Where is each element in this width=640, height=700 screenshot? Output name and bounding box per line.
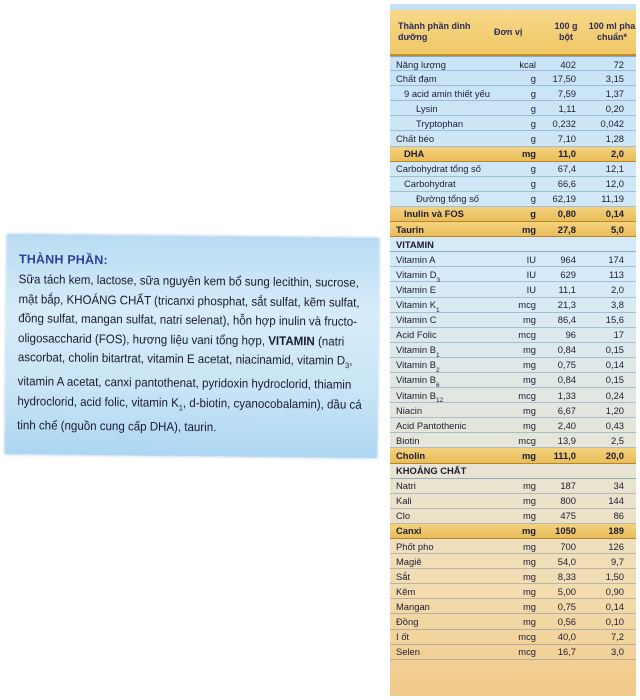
nutrient-name-text: Chất đạm — [396, 72, 437, 84]
header-name: Thành phần dinh dưỡng — [398, 21, 471, 42]
value-per-100g: 54,0 — [557, 555, 576, 567]
nutrient-name-text: 9 acid amin thiết yếu — [404, 87, 490, 99]
value-per-100ml: 0,14 — [605, 359, 624, 371]
table-row — [390, 464, 636, 479]
value-per-100ml: 1,50 — [605, 570, 624, 582]
nutrient-unit: mg — [521, 449, 536, 461]
nutrient-unit: mcg — [518, 329, 536, 341]
nutrient-name — [404, 208, 464, 219]
value-per-100ml: 12,0 — [605, 178, 624, 190]
nutrient-unit: g — [530, 72, 536, 84]
value-per-100g: 17,50 — [552, 72, 576, 84]
value-per-100ml: 1,28 — [605, 132, 624, 144]
nutrient-name-text: Canxi — [396, 525, 422, 537]
nutrient-unit: mg — [522, 480, 536, 492]
nutrient-name — [396, 224, 424, 235]
nutrient-name — [396, 390, 443, 404]
nutrient-name-text: Biotin — [396, 434, 420, 446]
nutrient-unit: g — [530, 117, 536, 129]
nutrient-unit: mg — [522, 540, 536, 552]
nutrient-unit: g — [530, 87, 536, 99]
value-per-100ml: 72 — [613, 58, 624, 70]
value-per-100ml: 1,37 — [605, 87, 624, 99]
nutrient-unit: mg — [522, 419, 536, 431]
nutrient-name — [416, 118, 463, 129]
nutrient-name — [396, 571, 410, 582]
value-per-100g: 8,33 — [557, 570, 576, 582]
nutrient-name — [396, 435, 419, 446]
nutrient-name-text: Lysin — [416, 102, 438, 114]
value-per-100ml: 0,90 — [605, 585, 624, 597]
table-row — [390, 630, 636, 645]
value-per-100ml: 0,14 — [605, 600, 624, 612]
value-per-100ml: 17 — [613, 329, 624, 341]
value-per-100ml: 0,042 — [600, 117, 624, 129]
value-per-100g: 964 — [560, 253, 576, 265]
table-row — [390, 116, 636, 131]
nutrient-name — [416, 193, 479, 204]
value-per-100ml: 0,24 — [605, 389, 624, 401]
nutrient-name — [396, 601, 430, 612]
value-per-100ml: 12,1 — [605, 163, 624, 175]
nutrient-name-text: I ốt — [396, 631, 410, 643]
value-per-100ml: 86 — [613, 510, 624, 522]
value-per-100g: 1050 — [555, 525, 576, 537]
value-per-100ml: 7,2 — [610, 631, 624, 643]
header-per-100ml: 100 ml pha chuẩn* — [588, 21, 636, 42]
nutrient-name-text: Sắt — [396, 570, 411, 582]
nutrient-name-text: Taurin — [396, 223, 424, 235]
value-per-100ml: 0,43 — [605, 419, 624, 431]
nutrient-name — [396, 239, 434, 250]
nutrient-name — [396, 133, 434, 144]
nutrient-name — [396, 480, 416, 491]
table-row — [390, 207, 636, 222]
table-row — [390, 192, 636, 207]
nutrient-unit: mcg — [518, 299, 536, 310]
ingredients-part-1: Sữa tách kem, lactose, sữa nguyên kem bổ sung lecithin, sucrose, mật bắp, KHOÁNG CHẤT (tricanxi phosphat, sắt sulfat, kẽm sulfat, đồng sulfat, mangan sulfat, natri selenat), hỗn hợp inulin và fructo-oligosaccharid (FOS), hương liệu vani tổng hợp, — [18, 272, 360, 348]
nutrient-name — [396, 450, 425, 461]
nutrient-name-text: Tryptophan — [416, 117, 464, 129]
nutrient-name-text: Chất béo — [396, 132, 435, 144]
table-row — [390, 358, 636, 373]
table-row — [390, 282, 636, 297]
nutrient-name — [396, 374, 440, 388]
value-per-100ml: 0,10 — [605, 615, 624, 627]
value-per-100g: 6,67 — [557, 404, 576, 416]
nutrient-name-text: KHOÁNG CHẤT — [396, 465, 467, 477]
nutrient-name-text: Vitamin B — [396, 359, 436, 371]
nutrient-name-text: Acid Pantothenic — [396, 419, 467, 431]
nutrient-unit: mg — [522, 344, 536, 356]
nutrient-name-text: Mangan — [396, 600, 430, 612]
value-per-100g: 0,84 — [557, 374, 576, 386]
nutrient-unit: mg — [522, 615, 536, 627]
value-per-100g: 13,9 — [557, 434, 576, 446]
value-per-100g: 7,10 — [557, 132, 576, 144]
nutrient-name-text: Kẽm — [396, 585, 416, 597]
table-row — [390, 343, 636, 358]
nutrition-table — [390, 4, 636, 696]
table-row — [390, 433, 636, 448]
nutrient-name — [404, 148, 424, 159]
value-per-100g: 402 — [560, 58, 576, 70]
ingredients-title: THÀNH PHẦN: — [18, 252, 108, 268]
nutrient-unit: g — [530, 178, 536, 190]
value-per-100ml: 174 — [608, 253, 624, 265]
nutrient-name — [404, 88, 490, 99]
table-row — [390, 313, 636, 328]
table-row — [390, 177, 636, 192]
nutrient-name — [396, 329, 437, 340]
nutrient-name — [404, 178, 456, 189]
nutrient-subscript: 2 — [435, 367, 440, 375]
nutrient-name — [416, 103, 438, 114]
ingredients-sub-3: 3 — [345, 361, 350, 371]
table-row — [390, 298, 636, 313]
value-per-100ml: 5,0 — [610, 223, 624, 235]
nutrient-name-text: Năng lượng — [396, 58, 446, 70]
table-row — [390, 56, 636, 71]
value-per-100g: 0,80 — [557, 208, 576, 220]
nutrient-name — [396, 465, 466, 476]
table-row — [390, 86, 636, 101]
nutrient-name-text: Niacin — [396, 404, 423, 416]
nutrient-unit: IU — [526, 268, 536, 280]
value-per-100g: 62,19 — [552, 193, 576, 205]
nutrient-name-text: Đồng — [396, 615, 419, 627]
ingredients-vitamin-word: VITAMIN — [268, 333, 315, 349]
value-per-100g: 1,11 — [558, 102, 576, 114]
nutrition-table-header — [390, 10, 636, 56]
nutrient-name — [396, 163, 481, 174]
nutrient-name — [396, 631, 409, 642]
nutrient-name — [396, 314, 436, 325]
nutrient-name-text: Vitamin B — [396, 389, 436, 401]
table-row — [390, 267, 636, 282]
nutrient-unit: mcg — [518, 389, 536, 401]
nutrient-name-text: Vitamin B — [396, 344, 436, 356]
table-row — [390, 388, 636, 403]
nutrient-unit: mcg — [518, 646, 536, 658]
table-row — [390, 494, 636, 509]
nutrient-unit: kcal — [519, 58, 536, 70]
value-per-100g: 67,4 — [557, 163, 576, 175]
value-per-100g: 629 — [560, 268, 576, 280]
value-per-100g: 16,7 — [557, 646, 576, 658]
nutrient-name-text: Selen — [396, 646, 420, 658]
nutrient-unit: mg — [522, 600, 536, 612]
value-per-100ml: 34 — [613, 480, 624, 492]
value-per-100g: 0,84 — [557, 344, 576, 356]
table-row — [390, 479, 636, 494]
table-row — [390, 373, 636, 388]
value-per-100ml: 2,5 — [610, 434, 624, 446]
value-per-100g: 11,0 — [558, 148, 576, 160]
nutrient-unit: g — [530, 163, 536, 175]
nutrient-name — [396, 254, 435, 265]
table-row — [390, 448, 636, 463]
nutrient-name — [396, 405, 422, 416]
table-row — [390, 71, 636, 86]
value-per-100g: 0,75 — [557, 359, 576, 371]
nutrient-unit: g — [530, 208, 536, 220]
nutrient-unit: IU — [526, 253, 536, 265]
nutrient-name-text: Đường tổng số — [416, 193, 479, 205]
table-row — [390, 222, 636, 237]
nutrient-name-text: Natri — [396, 480, 416, 492]
value-per-100g: 7,59 — [557, 87, 576, 99]
value-per-100ml: 126 — [608, 540, 624, 552]
nutrient-unit: mg — [522, 495, 536, 507]
nutrient-name — [396, 495, 412, 506]
nutrient-name — [396, 73, 437, 84]
table-row — [390, 569, 636, 584]
nutrient-unit: mcg — [518, 631, 536, 643]
nutrient-name-text: Phốt pho — [396, 540, 434, 552]
table-row — [390, 539, 636, 554]
value-per-100ml: 0,20 — [605, 102, 624, 114]
table-row — [390, 418, 636, 433]
ingredients-text — [17, 270, 372, 439]
nutrient-unit: mg — [522, 314, 536, 326]
nutrient-name — [396, 359, 440, 373]
nutrient-unit: mg — [521, 223, 536, 235]
value-per-100g: 111,0 — [553, 449, 576, 461]
value-per-100ml: 1,20 — [605, 404, 624, 416]
nutrient-name-text: Cholin — [396, 449, 426, 461]
ingredients-sub-1: 1 — [178, 403, 183, 413]
nutrient-subscript: 3 — [436, 276, 441, 284]
table-row — [390, 403, 636, 418]
nutrient-name — [396, 284, 436, 295]
nutrient-subscript: 1 — [435, 352, 440, 360]
value-per-100g: 86,4 — [557, 314, 576, 326]
table-row — [390, 131, 636, 146]
table-row — [390, 584, 636, 599]
value-per-100g: 700 — [560, 540, 576, 552]
table-row — [390, 524, 636, 539]
nutrient-name-text: Vitamin D — [396, 268, 437, 280]
value-per-100ml: 0,15 — [605, 374, 624, 386]
value-per-100g: 66,6 — [557, 178, 576, 190]
nutrient-unit: mg — [522, 359, 536, 371]
ingredients-panel — [5, 234, 379, 458]
table-row — [390, 645, 636, 660]
value-per-100g: 800 — [560, 495, 576, 507]
nutrient-name — [396, 541, 434, 552]
value-per-100g: 27,8 — [557, 223, 576, 235]
value-per-100ml: 113 — [609, 268, 624, 280]
table-row — [390, 554, 636, 569]
nutrient-unit: mg — [522, 555, 536, 567]
value-per-100ml: 9,7 — [610, 555, 624, 567]
nutrient-name-text: Kali — [396, 495, 412, 507]
header-per-100g: 100 g bột — [554, 21, 578, 42]
table-row — [390, 237, 636, 252]
nutrient-name — [396, 646, 420, 657]
nutrient-name — [396, 269, 440, 283]
nutrient-unit: mg — [522, 374, 536, 386]
nutrient-name — [396, 525, 422, 536]
nutrient-unit: mg — [521, 525, 536, 537]
value-per-100g: 40,0 — [557, 631, 576, 643]
value-per-100g: 475 — [560, 510, 576, 522]
value-per-100g: 21,3 — [557, 299, 576, 310]
nutrient-name-text: Vitamin A — [396, 253, 436, 265]
nutrient-name-text: VITAMIN — [396, 238, 434, 250]
ingredients-part-3: , vitamin A acetat, canxi pantothenat, pyridoxin hydroclorid, thiamin hydroclorid, acid folic, vitamin K — [17, 354, 353, 410]
value-per-100ml: 2,0 — [610, 283, 624, 295]
value-per-100ml: 15,6 — [605, 314, 624, 326]
value-per-100ml: 0,15 — [605, 344, 624, 356]
nutrient-name-text: DHA — [404, 148, 425, 160]
nutrient-name-text: Clo — [396, 510, 411, 522]
nutrient-unit: g — [530, 102, 536, 114]
value-per-100g: 0,75 — [557, 600, 576, 612]
nutrient-name-text: Vitamin K — [396, 299, 436, 310]
value-per-100ml: 3,8 — [610, 299, 624, 310]
value-per-100ml: 3,0 — [610, 646, 624, 658]
value-per-100g: 187 — [560, 480, 576, 492]
value-per-100ml: 2,0 — [610, 148, 624, 160]
ingredients-part-4: , d-biotin, cyanocobalamin), dầu cá tinh chế (nguồn cung cấp DHA), taurin. — [17, 395, 362, 435]
value-per-100ml: 3,15 — [605, 72, 624, 84]
nutrition-rows — [390, 56, 636, 660]
nutrient-name-text: Acid Folic — [396, 329, 437, 341]
nutrient-unit: IU — [526, 283, 536, 295]
table-row — [390, 252, 636, 267]
nutrient-name-text: Carbohydrat — [404, 178, 456, 190]
table-row — [390, 101, 636, 116]
value-per-100ml: 144 — [608, 495, 624, 507]
nutrient-unit: mcg — [518, 434, 536, 446]
value-per-100g: 0,232 — [552, 117, 576, 129]
value-per-100g: 96 — [565, 329, 576, 341]
nutrient-name — [396, 59, 446, 70]
value-per-100g: 11,1 — [558, 283, 576, 295]
table-row — [390, 599, 636, 614]
nutrient-unit: mg — [522, 570, 536, 582]
nutrient-unit: mg — [522, 510, 536, 522]
nutrient-unit: g — [530, 132, 536, 144]
table-row — [390, 614, 636, 629]
nutrient-name — [396, 420, 466, 431]
nutrient-name-text: Carbohydrat tổng số — [396, 163, 481, 175]
nutrient-subscript: 12 — [435, 397, 444, 405]
nutrient-name — [396, 510, 410, 521]
nutrient-name — [396, 616, 418, 627]
nutrient-name-text: Vitamin C — [396, 314, 437, 326]
nutrient-unit: mg — [521, 148, 536, 160]
ingredients-content — [17, 252, 371, 439]
value-per-100ml: 20,0 — [605, 449, 624, 461]
nutrient-name — [396, 556, 422, 567]
table-row — [390, 162, 636, 177]
table-row — [390, 328, 636, 343]
nutrient-unit: g — [530, 193, 536, 205]
value-per-100ml: 11,19 — [601, 193, 624, 205]
nutrient-name-text: Vitamin E — [396, 283, 436, 295]
value-per-100g: 2,40 — [557, 419, 576, 431]
nutrient-name — [396, 344, 440, 358]
nutrient-name-text: Magiê — [396, 555, 422, 567]
ingredients-part-2: (natri ascorbat, cholin bitartrat, vitamin E acetat, niacinamid, vitamin D — [17, 334, 346, 368]
nutrient-unit: mg — [522, 404, 536, 416]
value-per-100g: 1,33 — [557, 389, 576, 401]
table-row — [390, 509, 636, 524]
table-row — [390, 147, 636, 162]
nutrient-subscript: 1 — [435, 306, 440, 314]
header-unit: Đơn vị — [494, 27, 523, 37]
value-per-100g: 5,00 — [557, 585, 576, 597]
value-per-100g: 0,56 — [557, 615, 576, 627]
value-per-100ml: 0,14 — [605, 208, 624, 220]
nutrient-name — [396, 586, 415, 597]
nutrient-name-text: Inulin và FOS — [404, 208, 464, 220]
nutrient-name-text: Vitamin B — [396, 374, 436, 386]
nutrient-name — [396, 299, 440, 313]
nutrient-unit: mg — [522, 585, 536, 597]
nutrient-subscript: 6 — [435, 382, 440, 390]
value-per-100ml: 189 — [608, 525, 624, 537]
